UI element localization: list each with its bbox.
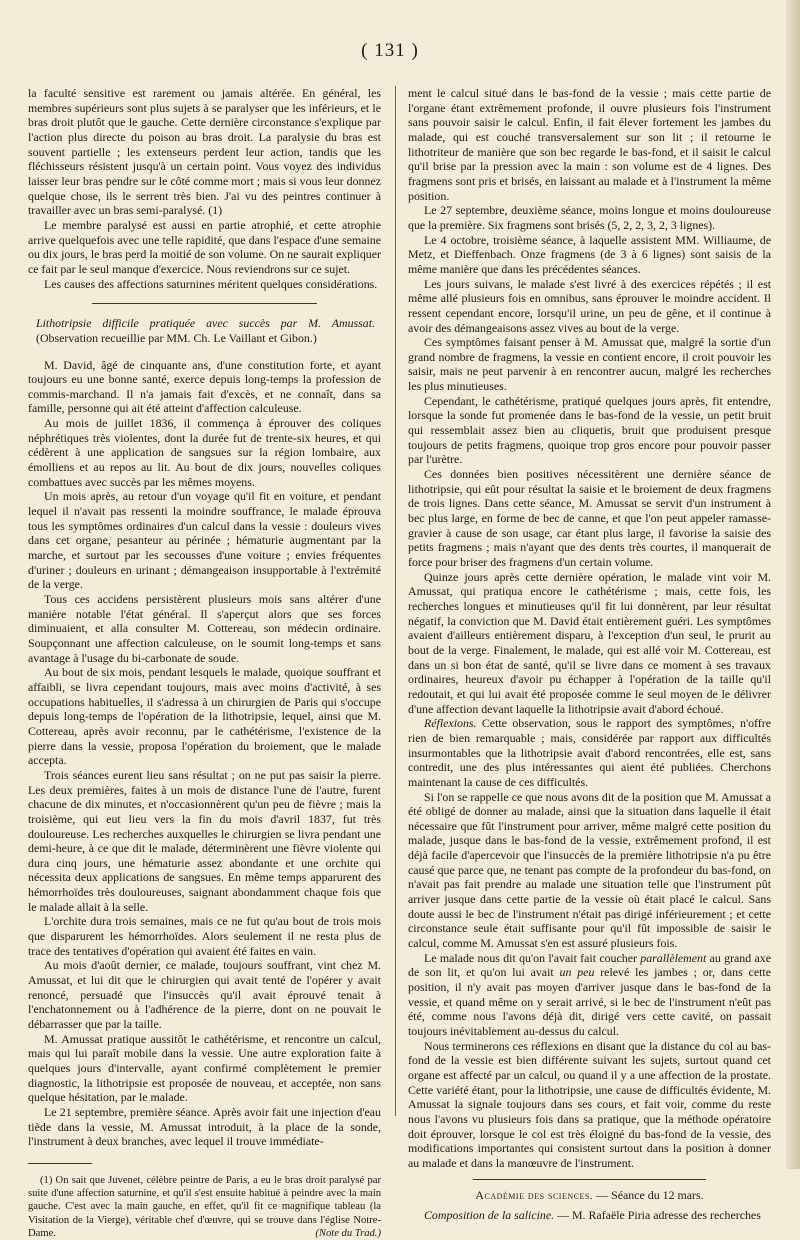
text-run: Le malade nous dit qu'on l'avait fait coucher	[424, 950, 641, 965]
paragraph: Quinze jours après cette dernière opération, le malade vint voir M. Amussat, qui pratiqua encore le cathétérisme ; mais, cette fois, les recherches longues et minutieuses qu'il fit lui donnèrent, par leur résultat négatif, la conviction que M. David était entièrement guéri. Les symptômes avaient d'ailleurs entièrement disparu, à l'exception d'un seul, le prurit au bout de la verge. Finalement, le malade, qui est allé voir M. Cottereau, est dans un si bon état de santé, qu'il se livre dans ce moment à ses travaux ordinaires, heureux d'avoir pu échapper à l'opération de la taille qu'il redoutait, et qui lui avait été proposée comme le seul moyen de le délivrer d'une affection devant laquelle la lithotripsie avait d'abord échoué.	[408, 569, 771, 716]
paragraph: Ces données bien positives nécessitèrent une dernière séance de lithotripsie, qui eût pour résultat la saisie et le broiement de deux fragmens de trois lignes. Dans cette séance, M. Amussat se servit d'un instrument à bec plus large, en forme de bec de canne, et que l'on peut appeler ramasse-gravier à cause de son usage, car étant plus large, il favorise la saisie des petits fragmens ; mais n'ayant que des dents très courtes, il manquerait de force pour briser des fragmens d'un certain volume.	[408, 467, 771, 569]
footnote-text: (1) On sait que Juvenet, célèbre peintre de Paris, a eu le bras droit paralysé par suite d'une affection saturnine, et qu'il s'est ensuite habitué à peindre avec la main gauche. C'est avec la main gauche, en effet, qu'il fit ce magnifique tableau (la Visitation de la Vierge), véritable chef d'œuvre, qui se trouve dans l'église Notre-Dame.	[28, 1174, 381, 1239]
paragraph: Au mois d'août dernier, ce malade, toujours souffrant, vint chez M. Amussat, et lui dit que le chirurgien qui avait tenté de l'opérer y avait renoncé, persuadé que l'insuccès qu'il avait éprouvé tenait à l'enchatonnement ou à l'adhérence de la pierre, dont on ne pouvait le débarrasser que par la taille.	[28, 958, 381, 1032]
italic-run: parallèlement	[640, 950, 707, 965]
academy-name: Académie des sciences.	[475, 1187, 594, 1202]
page-number: ( 131 )	[361, 40, 419, 61]
reflexions-text: Cette observation, sous le rapport des symptômes, n'offre rien de bien remarquable ; mais, considérée par rapport aux difficultés insurmontables que la lithotripsie avait d'abord rencontrées, elle est, sans contredit, une des plus intéressantes qui aient été publiées. Cherchons maintenant la cause de ces difficultés.	[408, 716, 771, 789]
paragraph: Au mois de juillet 1836, il commença à éprouver des coliques néphrétiques très violentes, dont la durée fut de trente-six heures, et qui cédèrent à une application de sangsues sur la région lombaire, aux émolliens et au repos au lit. Au bout de dix jours, nouvelles coliques combattues avec succès par les mêmes moyens.	[28, 416, 381, 489]
paragraph: Les jours suivans, le malade s'est livré à des exercices répétés ; il est même allé plusieurs fois en omnibus, sans éprouver le moindre accident. Il ressent cependant encore, lorsqu'il urine, un peu de gêne, et il continue à avoir des démangeaisons assez vives au bout de la verge.	[408, 276, 771, 335]
paragraph: L'orchite dura trois semaines, mais ce ne fut qu'au bout de trois mois que disparurent les hémorrhoïdes. Alors seulement il ne resta plus de trace des tentatives d'opération qui avaient été faites en vain.	[28, 914, 381, 958]
text-run: relevé les jambes ; or, dans cette position, il n'y avait pas moyen d'arriver jusque dans le bas-fond de la vessie, et quand même on y serait arrivé, si le bec de l'instrument n'eût pas été, comme nous l'avons déjà dit, dirigé vers cette cavité, on passait toujours inévitablement au-dessus du calcul.	[408, 965, 771, 1038]
paragraph: Cependant, le cathétérisme, pratiqué quelques jours après, fit entendre, lorsque la sonde fut promenée dans le bas-fond de la vessie, un petit bruit qui ressemblait assez bien au cliquetis, bruit que produisent presque toujours de petits fragmens, quoique trop gros encore pour pouvoir passer par l'urètre.	[408, 393, 771, 467]
footnote-rule	[28, 1163, 92, 1164]
salicine-text: — M. Rafaële Piria adresse des recherches	[554, 1208, 761, 1223]
salicine-title: Composition de la salicine.	[424, 1208, 555, 1223]
left-column	[28, 86, 381, 1240]
paragraph: Le 21 septembre, première séance. Après avoir fait une injection d'eau tiède dans la vessie, M. Amussat introduit, à la place de la sonde, l'instrument à deux branches, avec lequel il trouve immédiate-	[28, 1104, 381, 1149]
salicine-paragraph	[408, 1208, 771, 1223]
section-separator	[92, 303, 318, 304]
paragraph: Si l'on se rappelle ce que nous avons dit de la position que M. Amussat a été obligé de donner au malade, ainsi que la situation dans laquelle il était nécessaire que fût l'instrument pour arriver, même malgré cette position du malade, jusque dans le bas-fond de la vessie, extrêmement profond, il est déjà facile d'apercevoir que l'insuccès de la première lithotripsie n'a pu être causé que parce que, ne tenant pas compte de la profondeur du bas-fond, on n'avait pas fait prendre au malade une situation telle que l'instrument pût arriver jusque dans cette partie de la vessie où était placé le calcul. Sans doute aussi le bec de l'instrument n'était pas dirigé inférieurement ; et cette circonstance seule était suffisante pour qu'il fût impossible de saisir le calcul, comme M. Amussat s'en est assuré plusieurs fois.	[408, 789, 771, 951]
article-title-italic: Lithotripsie difficile pratiquée avec succès par M. Amussat.	[36, 316, 375, 331]
paragraph: la faculté sensitive est rarement ou jamais altérée. En général, les membres supérieurs sont plus sujets à se paralyser que les inférieurs, et le bras droit plutôt que le gauche. Cette dernière circonstance s'explique par l'action plus directe du poison au bras droit. La paralysie du bras est souvent partielle ; les extenseurs perdent leur action, tandis que les fléchisseurs résistent jusqu'à un certain point. Vous voyez des individus laisser leur bras pendre sur le côté comme mort ; mais si vous leur donnez quelque chose, ils le serrent très bien. J'ai vu des peintres continuer à travailler avec un bras semi-paralysé. (1)	[28, 86, 381, 218]
paragraph: Tous ces accidens persistèrent plusieurs mois sans altérer d'une manière notable l'état général. Il s'aperçut alors que ses forces diminuaient, et alla consulter M. Cottereau, son médecin ordinaire. Soupçonnant une affection calculeuse, on le soumit long-temps et sans avantage à l'usage du bi-carbonate de soude.	[28, 592, 381, 665]
reflexions-paragraph	[408, 716, 771, 789]
paragraph: Le 27 septembre, deuxième séance, moins longue et moins douloureuse que la première. Six fragmens sont brisés (5, 2, 2, 3, 2, 3 lignes).	[408, 203, 771, 232]
right-column	[408, 86, 771, 1223]
column-divider	[395, 86, 396, 1116]
paragraph: Nous terminerons ces réflexions en disant que la distance du col au bas-fond de la vessie est bien différente suivant les sujets, surtout quand cet organe est affecté par un calcul, ou quand il y a une affection de la prostate. Cette variété étant, pour la lithotripsie, une cause de difficultés évidente, M. Amussat la signale toujours dans ses cours, et fait voir, comme du reste nous l'avons vu plusieurs fois dans sa pratique, que la méthode opératoire doit éprouver, lorsque le col est très éloigné du bas-fond de la vessie, des modifications importantes qui consistent surtout dans la position à donner au malade et dans la manœuvre de l'instrument.	[408, 1038, 771, 1170]
academy-heading	[408, 1188, 771, 1203]
page-spine-edge	[786, 0, 800, 1169]
article-title-attribution: (Observation recueillie par MM. Ch. Le Vaillant et Gibon.)	[36, 330, 317, 345]
text-run: au grand axe de son lit, et qu'on lui avait	[408, 950, 771, 980]
paragraph: Ces symptômes faisant penser à M. Amussat que, malgré la sortie d'un grand nombre de fragmens, la vessie en contient encore, il croit pouvoir les saisir, mais ne peut parvenir à en rencontrer aucun, malgré les recherches les plus minutieuses.	[408, 335, 771, 394]
paragraph: M. David, âgé de cinquante ans, d'une constitution forte, et ayant toujours eu une bonne santé, exerce depuis long-temps la profession de commis-marchand. Il n'a jamais fait d'excès, et ne connaît, dans sa famille, personne qui ait été atteint d'affection calculeuse.	[28, 357, 381, 416]
paragraph: Les causes des affections saturnines méritent quelques considérations.	[44, 276, 378, 291]
italic-run: un peu	[559, 965, 595, 980]
footnote	[28, 1174, 381, 1240]
footnote-attribution: (Note du Trad.)	[315, 1227, 381, 1239]
article-title	[28, 316, 381, 345]
paragraph	[408, 951, 771, 1039]
paragraph: Trois séances eurent lieu sans résultat ; on ne put pas saisir la pierre. Les deux premières, faites à un mois de distance l'une de l'autre, furent chacune de dix minutes, et n'occasionnèrent qu'un peu de fièvre ; mais la troisième, qui eut lieu vers la fin du mois d'avril 1837, fut très douloureuse. Les recherches auxquelles le chirurgien se livra pendant une demi-heure, à ce que dit le malade, déterminèrent une fièvre violente qui dura cinq jours, une hématurie assez abondante et une orchite qui nécessita deux applications de sangsues. En même temps apparurent des hémorrhoïdes très douloureuses, saignant abondamment chaque fois que le malade allait à la selle.	[28, 767, 381, 914]
paragraph: Le 4 octobre, troisième séance, à laquelle assistent MM. Williaume, de Metz, et Dieffenbach. Onze fragmens (de 3 à 6 lignes) sont saisis de la même manière que dans les précédentes séances.	[408, 232, 771, 276]
paragraph: M. Amussat pratique aussitôt le cathétérisme, et rencontre un calcul, mais qui lui paraît mobile dans la vessie. Une autre exploration faite à quelques jours d'intervalle, ayant confirmé complètement le premier diagnostic, la lithotripsie est proposée de nouveau, et acceptée, non sans quelque hésitation, par le malade.	[28, 1031, 381, 1105]
paragraph: Un mois après, au retour d'un voyage qu'il fit en voiture, et pendant lequel il n'avait pas ressenti la moindre souffrance, le malade éprouva tous les symptômes ordinaires d'un calcul dans la vessie : douleurs vives dans cet organe, pesanteur au périnée ; hématurie augmentant par la marche, et surtout par les secousses d'une voiture ; envies fréquentes d'uriner ; douleurs en urinant ; démangeaison insupportable à l'extrémité de la verge.	[28, 489, 381, 592]
academy-session: — Séance du 12 mars.	[593, 1187, 704, 1202]
paragraph: Au bout de six mois, pendant lesquels le malade, quoique souffrant et affaibli, se livra cependant toujours, mais avec moins d'activité, à ses occupations habituelles, il s'adressa à un chirurgien de Paris qui s'occupe depuis long-temps de l'opération de la lithotripsie, lequel, ainsi que M. Cottereau, après avoir reconnu, par le cathétérisme, l'existence de la pierre dans la vessie, proposa l'opération du broiement, que le malade accepta.	[28, 665, 381, 768]
reflexions-label: Réflexions.	[424, 716, 477, 731]
section-separator	[473, 1179, 705, 1180]
paragraph: ment le calcul situé dans le bas-fond de la vessie ; mais cette partie de l'organe étant extrêmement profonde, il ouvre plusieurs fois l'instrument sans pouvoir saisir le calcul. Enfin, il fait élever fortement les jambes du malade, qui est couché transversalement sur son lit ; il retourne le lithotriteur de manière que son bec regarde le bas-fond, et il saisit le calcul qu'il brise par la pression avec la main : son volume est de 4 lignes. Des fragmens sont pris et brisés, en laissant au malade et à l'instrument la même position.	[408, 86, 771, 203]
paragraph: Le membre paralysé est aussi en partie atrophié, et cette atrophie arrive quelquefois avec une telle rapidité, que dans l'espace d'une semaine ou dix jours, le bras perd la moitié de son volume. On ne saurait expliquer ce fait par le seul manque d'exercice. Nous reviendrons sur ce sujet.	[28, 217, 381, 276]
